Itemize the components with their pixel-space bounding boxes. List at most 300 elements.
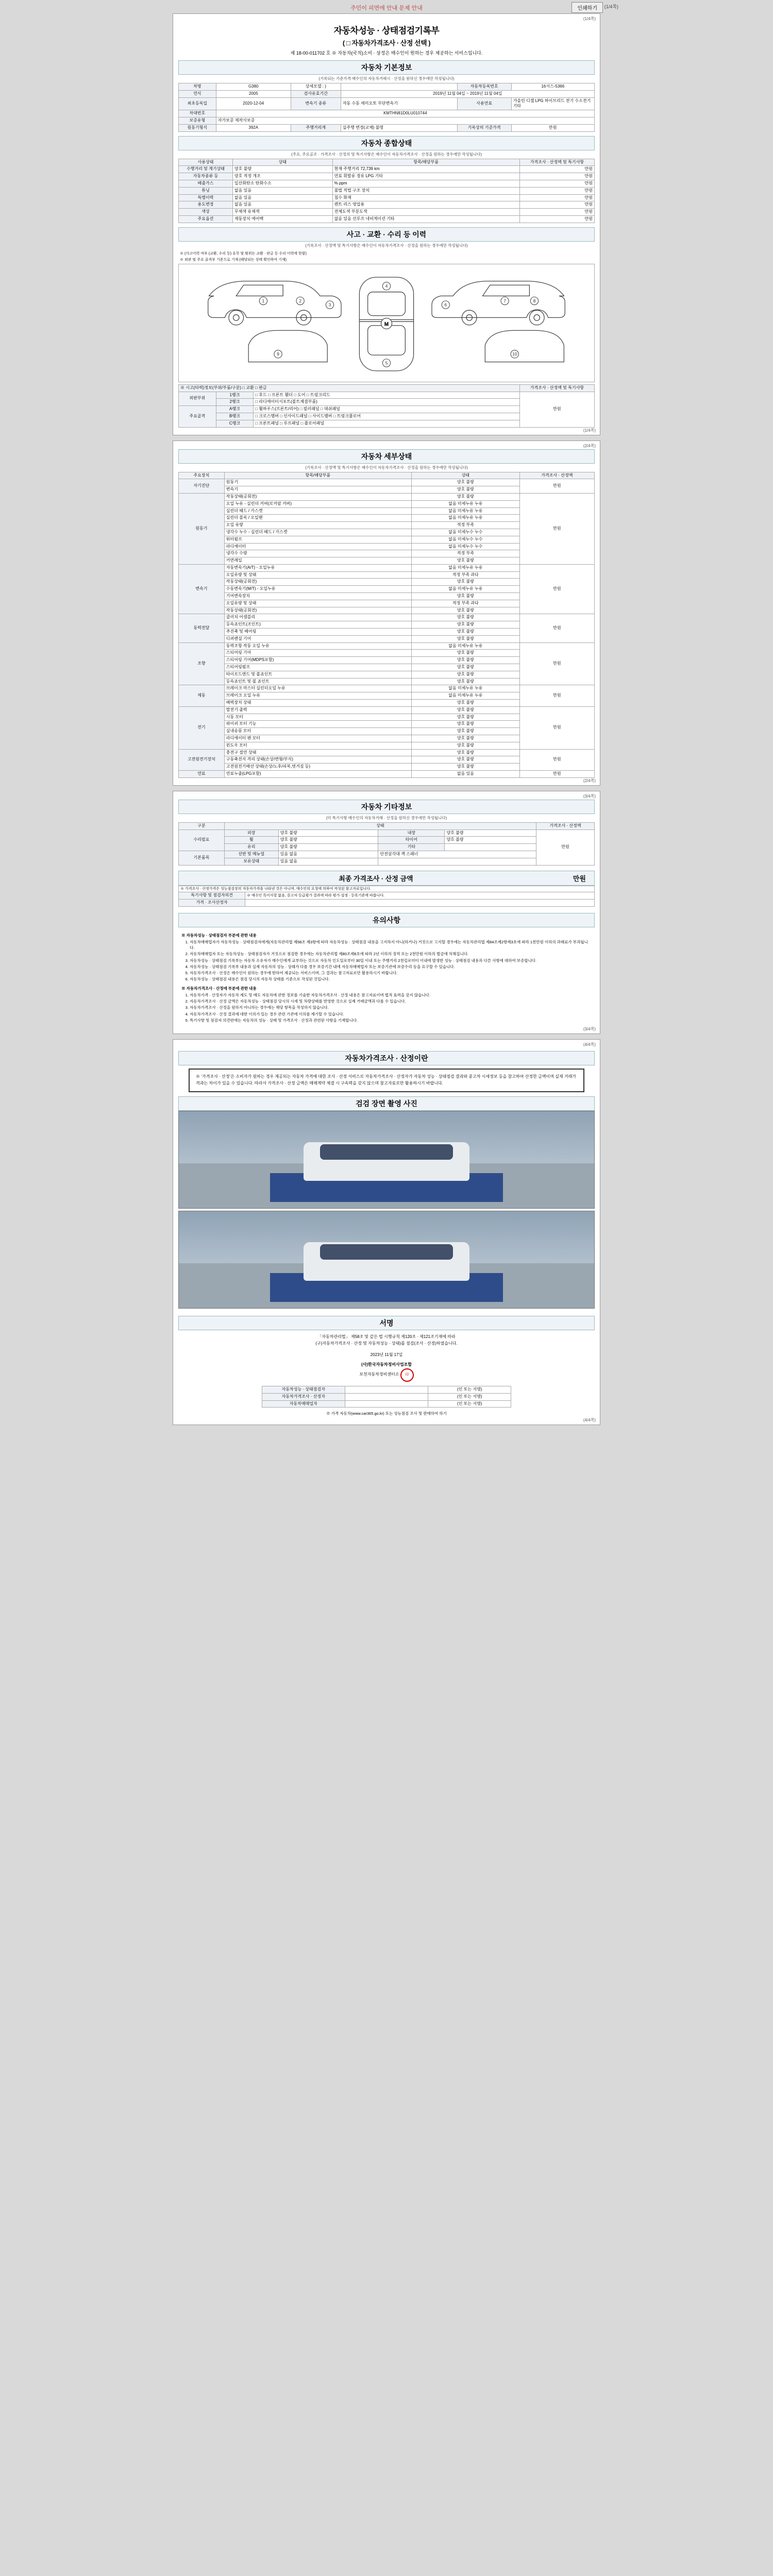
- accident-crosscheck[interactable]: ※ 시고(타력)정보(부위/부품/구분) □ 교환 □ 판금: [179, 384, 520, 392]
- accident-price: 만원: [519, 392, 594, 427]
- detail-price: 만원: [519, 706, 594, 749]
- detail-item: 동력조항 작동 오일 누유: [224, 642, 411, 650]
- section-etc-title: 자동차 기타정보: [178, 800, 595, 814]
- table-row: [262, 1400, 511, 1408]
- table-row: [179, 180, 595, 187]
- sign-footer: ※ 가격 자동차(www.car365.go.kr) 또는 성능점검 조사 및 판매하여 하기: [326, 1411, 447, 1416]
- detail-state[interactable]: 양호 불량: [411, 657, 519, 664]
- accident-price-head: 가격조사 · 산정액 및 특기사항: [519, 384, 594, 392]
- list-item: 1. 자동차가격 · 산정자가 자동차 제도 및 매도 자동차에 관한 정보를 기술한 자동차가격조사 · 산정 내용은 참고자료이며 법적 효력을 갖지 않습니다.: [190, 992, 592, 998]
- section-accident-note: (기록조사 · 산정액 및 특기사항은 매수인이 자동차가격조사 · 산정을 원하는 경우에만 작성됩니다): [305, 243, 468, 248]
- table-row: [179, 851, 595, 858]
- detail-state[interactable]: 양호 불량: [411, 671, 519, 678]
- svg-text:2: 2: [299, 298, 301, 303]
- etc-c: 내장: [378, 829, 445, 837]
- detail-item: 작동상태(공회전): [224, 493, 411, 500]
- table-row: [179, 117, 595, 124]
- detail-state[interactable]: 없음 미세누유 누유: [411, 685, 519, 692]
- detail-state[interactable]: 없음 미세누수 누수: [411, 529, 519, 536]
- detail-state[interactable]: 없음 있음: [411, 771, 519, 778]
- overall-item: 현재 주행거리 72,739 km: [332, 166, 519, 173]
- basic-value2: 2019년 11월 04일 ~ 2019년 11월 04일: [341, 90, 594, 97]
- detail-price: 만원: [519, 479, 594, 494]
- table-head-row: [179, 822, 595, 829]
- basic-label: 차대번호: [179, 110, 216, 117]
- overall-price: 만원: [519, 194, 594, 201]
- final-assessor-value: [245, 899, 595, 906]
- print-button[interactable]: 인쇄하기: [572, 2, 603, 13]
- inspection-photo-2[interactable]: [178, 1211, 595, 1309]
- table-row: [179, 886, 595, 892]
- detail-item: 구동축전지 격리 상태(손상/변형/부식): [224, 756, 411, 764]
- detail-state[interactable]: 적정 부족: [411, 522, 519, 529]
- detail-state[interactable]: 없음 미세누유 누유: [411, 515, 519, 522]
- col-head: 가격조사 · 산정액 및 특기사항: [519, 159, 594, 166]
- table-row: [179, 90, 595, 97]
- detail-item: 브레이크 오일 누유: [224, 692, 411, 700]
- section-detail-title: 자동차 세부상태: [178, 449, 595, 464]
- page-title: [178, 23, 595, 47]
- seal-stamp-icon: 印: [400, 1368, 414, 1382]
- detail-state[interactable]: 양호 불량: [411, 614, 519, 621]
- overall-state[interactable]: 양호 적정 개조: [232, 173, 332, 180]
- final-price-title: [178, 871, 595, 886]
- overall-price: 만원: [519, 173, 594, 180]
- parts-rank: 1랭크: [216, 392, 254, 399]
- detail-state[interactable]: 양호 불량: [411, 557, 519, 565]
- detail-item: 워터펌프: [224, 536, 411, 543]
- detail-item: 오일 누유 - 실린더 커버(로커암 커버): [224, 500, 411, 507]
- basic-label2: 주행거리계: [291, 124, 341, 131]
- detail-item: 라디에이터 팬 모터: [224, 735, 411, 742]
- detail-state[interactable]: 없음 미세누유 누유: [411, 642, 519, 650]
- overall-price: 만원: [519, 215, 594, 223]
- col-head: 사용상태: [179, 159, 233, 166]
- detail-group: 연료: [179, 771, 225, 778]
- section-etc-note: (미 특기사항 매수인의 자동차거래 · 산정을 원하신 경우에만 작성됩니다): [326, 815, 447, 820]
- etc-b[interactable]: 있음 없음: [278, 851, 378, 858]
- detail-state[interactable]: 양호 불량: [411, 756, 519, 764]
- detail-state[interactable]: 없음 미세누유 누유: [411, 500, 519, 507]
- section-sign-title: 서명: [178, 1316, 595, 1330]
- detail-state[interactable]: 양호 불량: [411, 721, 519, 728]
- signature-table: [262, 1386, 512, 1408]
- overall-name: 색상: [179, 209, 233, 216]
- sign-value[interactable]: [345, 1393, 428, 1400]
- parts-items[interactable]: □ 라디에이터서포트(볼트체결부품): [254, 399, 519, 406]
- table-row: [179, 215, 595, 223]
- svg-text:7: 7: [503, 298, 506, 303]
- detail-state[interactable]: 없음 미세누수 누수: [411, 543, 519, 550]
- basic-label2: 상세모델 : ): [291, 83, 341, 91]
- list-item: 5. 특기사항 및 점검자 의견란에는 자동차의 성능 · 상태 및 가격조사 · 산정과 관련된 사항을 기재합니다.: [190, 1018, 592, 1023]
- section-overall-note: (주요, 주요골조 · 가격조사 · 산정의 및 특기사항은 매수인이 자동차가격조사 · 산정을 원하는 경우에만 작성됩니다): [291, 151, 482, 157]
- detail-item: 발전기 출력: [224, 706, 411, 714]
- parts-rank: C랭크: [216, 420, 254, 427]
- section-photos-title: 검검 장면 촬영 사진: [178, 1096, 595, 1111]
- etc-b[interactable]: 양호 불량: [278, 844, 378, 851]
- overall-name: 특별이력: [179, 194, 233, 201]
- parts-items[interactable]: □ 프론트패널 □ 루프패널 □ 플로어패널: [254, 420, 519, 427]
- detail-item: 냉각수 수량: [224, 550, 411, 557]
- detail-group: 전기: [179, 706, 225, 749]
- detail-item: 와이퍼 모터 기능: [224, 721, 411, 728]
- detail-item: 오일유량 및 상태: [224, 571, 411, 579]
- parts-group: 주요골격: [179, 406, 216, 427]
- page-3-number-bottom: (3/4쪽): [583, 1027, 596, 1032]
- final-price-label: 최종 가격조사 · 산정 금액: [339, 874, 413, 883]
- etc-c: 기타: [378, 844, 445, 851]
- basic-price: 만원: [511, 124, 594, 131]
- final-note-value: ※ 매수인 특이사항 없음, 중고차 등급평가 결과에 따라 평가·설정 · 등록기준에 따릅니다.: [245, 892, 595, 900]
- list-item: 3. 자동차성능 · 상태점검 기록부는 자동차 소유자가 매수인에게 교부하는 것으로 자동차 인도일로부터 30일 이내 또는 주행거리 2천킬로미터 이내에 발생한 성능 · 상태점검 내용과 다른 사항에 대하여 보증합니다.: [190, 958, 592, 963]
- detail-item: 실린더 헤드 / 가스켓: [224, 507, 411, 515]
- final-table: [178, 886, 595, 907]
- table-row: [179, 392, 595, 399]
- detail-price: 만원: [519, 771, 594, 778]
- warranty-options[interactable]: 자가보증 제작사보증: [216, 117, 594, 124]
- detail-item: 스티어링펌프: [224, 664, 411, 671]
- detail-item: 변속기: [224, 486, 411, 494]
- notice-heading-1: ※ 자동차성능 · 상태점검자 부분에 관한 내용: [181, 933, 257, 938]
- detail-state[interactable]: 양호 불량: [411, 579, 519, 586]
- overall-state[interactable]: 제동장치 에어백: [232, 215, 332, 223]
- detail-item: 클러치 어셈블리: [224, 614, 411, 621]
- table-row: [179, 384, 595, 392]
- table-row: [179, 124, 595, 131]
- detail-state[interactable]: 양호 불량: [411, 493, 519, 500]
- overall-price: 만원: [519, 187, 594, 194]
- detail-item: 실내송풍 모터: [224, 728, 411, 735]
- detail-state[interactable]: 양호 불량: [411, 735, 519, 742]
- page-4: [173, 1039, 600, 1425]
- etc-table: [178, 822, 595, 866]
- etc-a: 외장: [224, 829, 278, 837]
- final-assessor-label: 가격 · 조사산정자: [179, 899, 245, 906]
- section-notice-title: 유의사항: [178, 913, 595, 927]
- overall-item: % ppm: [332, 180, 519, 187]
- col-head: 상태: [411, 472, 519, 479]
- warn-text: ※ ‘가격조사 · 산정’은 소비자가 원하는 경우 제공되는 자동차 가격에 대한 조사 · 산정 서비스로 자동차가격조사 · 산정자가 자동차 성능 · 상태점검 결과와 중고차 시세정보 등을 참고하여 산정한 금액이며 실제 거래가격과는 차이가 있을 수 있습니다. 따라서 가격조사 · 산정 금액은 매매계약 체결 시 구속력을 갖지 않으며 참고자료로만 활용하시기 바랍니다.: [196, 1074, 577, 1086]
- svg-text:M: M: [384, 321, 389, 327]
- detail-state[interactable]: 양호 불량: [411, 650, 519, 657]
- detail-state[interactable]: 양호 불량: [411, 635, 519, 642]
- accident-parts-table: [178, 384, 595, 428]
- overall-state[interactable]: 양호 불량: [232, 166, 332, 173]
- page-4-number-bottom: (4/4쪽): [583, 1418, 596, 1423]
- etc-a: 유리: [224, 844, 278, 851]
- detail-state[interactable]: 없음 미세누유 누유: [411, 507, 519, 515]
- detail-state[interactable]: 양호 불량: [411, 607, 519, 614]
- overall-name: 수행거리 및 계기상태: [179, 166, 233, 173]
- detail-price: 만원: [519, 685, 594, 706]
- detail-item: 원동기: [224, 479, 411, 486]
- transmission-options[interactable]: 자동 수동 세미오토 무단변속기: [341, 97, 457, 110]
- etc-d[interactable]: [445, 844, 536, 851]
- basic-label3: 기록상의 기준가격: [457, 124, 511, 131]
- table-row: [179, 209, 595, 216]
- inspection-photo-1[interactable]: [178, 1111, 595, 1209]
- final-note-label: 특기사항 및 점검자의견: [179, 892, 245, 900]
- overall-name: 주요옵션: [179, 215, 233, 223]
- overall-item: 침수 화재: [332, 194, 519, 201]
- list-item: 4. 자동차성능 · 상태점검 기록부 내용과 실제 자동차의 성능 · 상태가 다를 경우 보증기간 내에 자동차매매업자 또는 보증기관에 보증수리 등을 요구할 수 있습니다.: [190, 964, 592, 970]
- list-item: 2. 자동차가격조사 · 산정 금액은 자동차성능 · 상태점검 당시의 시세 및 차량상태를 반영한 것으로 실제 거래금액과 다를 수 있습니다.: [190, 998, 592, 1004]
- sign-line-1: 「자동차관리법」 제58조 및 같은 법 시행규칙 제120조 · 제121조기재에 따라: [317, 1334, 456, 1339]
- table-row: [179, 858, 595, 865]
- basic-value: 392A: [216, 124, 291, 131]
- svg-text:6: 6: [444, 302, 447, 308]
- detail-state[interactable]: 양호 불량: [411, 742, 519, 749]
- etc-b[interactable]: 양호 불량: [278, 837, 378, 844]
- detail-item: 타이로드엔드 및 볼죠인트: [224, 671, 411, 678]
- detail-item: 커먼레일: [224, 557, 411, 565]
- basic-label3: 사용연료: [457, 97, 511, 110]
- topbar-notice: 주민이 피면에 안내 문제 안내: [350, 5, 423, 11]
- detail-group: 조향: [179, 642, 225, 685]
- detail-state[interactable]: 양호 불량: [411, 593, 519, 600]
- sign-date: 2023년 11월 17일: [370, 1352, 403, 1357]
- detail-table: [178, 472, 595, 778]
- svg-text:4: 4: [385, 283, 388, 289]
- detail-state[interactable]: 양호 불량: [411, 621, 519, 629]
- basic-label3: 자동차등록번호: [457, 83, 511, 91]
- detail-item: 라디에이터: [224, 543, 411, 550]
- table-row: [179, 899, 595, 906]
- overall-state[interactable]: 무채색 유채색: [232, 209, 332, 216]
- detail-state[interactable]: 없음 미세누유 누유: [411, 586, 519, 593]
- detail-item: 브레이크 마스터 실린더오일 누유: [224, 685, 411, 692]
- etc-b[interactable]: 있음 없음: [278, 858, 378, 865]
- etc-a: 휠: [224, 837, 278, 844]
- sign-value[interactable]: [345, 1400, 428, 1408]
- detail-item: 시동 모터: [224, 714, 411, 721]
- detail-item: 스티어링 기어(MDPS포함): [224, 657, 411, 664]
- detail-item: 작동상태(공회전): [224, 579, 411, 586]
- sign-seal-note: (인 또는 서명): [428, 1386, 511, 1394]
- detail-state[interactable]: 없음 미세누유 누유: [411, 692, 519, 700]
- detail-item: 등속죠인트(조인트): [224, 621, 411, 629]
- detail-item: 연료누출(LPG포함): [224, 771, 411, 778]
- page-3: [173, 791, 600, 1034]
- sign-company: (사)한국자동차정비사업조합: [361, 1362, 412, 1367]
- detail-state[interactable]: 양호 불량: [411, 706, 519, 714]
- etc-c[interactable]: 안전삼각대 잭 스패너: [378, 851, 536, 858]
- list-item: 1. 자동차매매업자가 자동차성능 · 상태점검자에게(자동차관리법 제58조 제3항에 따라 자동차성능 · 상태점검 내용을 고지하지 아니(하거나) 거짓으로 고지할 경우에는 자동차관리법 제84조제2항제3호에 따라 1천만원 이하의 과태료가 부과됩니다.: [190, 939, 592, 951]
- detail-state[interactable]: 양호 불량: [411, 714, 519, 721]
- overall-name: 자동차종류 등: [179, 173, 233, 180]
- etc-b[interactable]: 양호 불량: [278, 829, 378, 837]
- detail-price: 만원: [519, 564, 594, 614]
- table-row: [179, 201, 595, 209]
- parts-items[interactable]: □ 휠하우스(프론트/리어) □ 필러패널 □ 대쉬패널: [254, 406, 519, 413]
- detail-item: 등속죠인트 및 볼 죠인트: [224, 678, 411, 685]
- col-head: 주요장치: [179, 472, 225, 479]
- car-diagram-svg: [181, 266, 592, 380]
- table-row: [179, 771, 595, 778]
- etc-c: 타이어: [378, 837, 445, 844]
- table-row: [179, 493, 595, 500]
- svg-text:5: 5: [385, 360, 388, 366]
- detail-item: 윈도우 모터: [224, 742, 411, 749]
- etc-name: 기본품목: [179, 851, 225, 865]
- detail-state[interactable]: 적정 부족: [411, 550, 519, 557]
- overall-price: 만원: [519, 201, 594, 209]
- basic-value2: [341, 83, 457, 91]
- table-row: [179, 479, 595, 486]
- list-item: 4. 자동차가격조사 · 산정 결과에 대한 이의가 있는 경우 관련 기관에 이의를 제기할 수 있습니다.: [190, 1011, 592, 1017]
- svg-text:8: 8: [533, 298, 536, 303]
- table-row: [262, 1386, 511, 1394]
- table-row: [179, 892, 595, 900]
- table-row: [262, 1393, 511, 1400]
- detail-item: 실린더 블록 / 오일팬: [224, 515, 411, 522]
- overall-price: 만원: [519, 209, 594, 216]
- parts-items[interactable]: □ 크로스멤버 □ 인사이드패널 □ 사이드멤버 □ 트렁크플로어: [254, 413, 519, 420]
- overall-item: 렌트 리스 영업용: [332, 201, 519, 209]
- detail-item: 작동상태(공회전): [224, 607, 411, 614]
- col-head: 가격조사 · 산정액: [536, 822, 594, 829]
- etc-d[interactable]: 양호 불량: [445, 829, 536, 837]
- detail-price: 만원: [519, 749, 594, 770]
- overall-name: 배출가스: [179, 180, 233, 187]
- overall-state[interactable]: 일산화탄소 탄화수소: [232, 180, 332, 187]
- detail-state[interactable]: 양호 불량: [411, 764, 519, 771]
- basic-label: 보증유형: [179, 117, 216, 124]
- parts-items[interactable]: □ 후드 □ 프론트 휀더 □ 도어 □ 트렁크리드: [254, 392, 519, 399]
- page-1-number: (1/4쪽): [583, 16, 596, 21]
- table-row: [179, 706, 595, 714]
- detail-item: 냉각수 누수 - 실린더 헤드 / 가스켓: [224, 529, 411, 536]
- detail-item: 자동변속기(A/T) - 오일누유: [224, 564, 411, 571]
- table-row: [179, 194, 595, 201]
- detail-state[interactable]: 없음 미세누유 누유: [411, 564, 519, 571]
- page-2-number-bottom: (2/4쪽): [583, 778, 596, 783]
- sign-address: [178, 1368, 595, 1382]
- table-row: [179, 642, 595, 650]
- page-2: [173, 440, 600, 786]
- overall-name: 용도변경: [179, 201, 233, 209]
- overall-item: 없음 있음 선루프 네비게이션 기타: [332, 215, 519, 223]
- final-price-amount: 만원: [573, 874, 586, 883]
- list-item: 5. 자동차가격조사 · 산정은 매수인이 원하는 경우에 한하여 제공되는 서비스이며, 그 결과는 참고자료로만 활용하시기 바랍니다.: [190, 970, 592, 976]
- section-accident-title: 사고 · 교환 · 수리 등 이력: [178, 227, 595, 242]
- notice-list-1: [190, 939, 592, 982]
- sign-role: 자동차매매업자: [262, 1400, 345, 1408]
- odometer-options[interactable]: 실주행 변경(교체) 불명: [341, 124, 457, 131]
- overall-price: 만원: [519, 166, 594, 173]
- basic-label: 원동기형식: [179, 124, 216, 131]
- col-head: 항목/해당부품: [332, 159, 519, 166]
- basic-value: G380: [216, 83, 291, 91]
- col-head: 가격조사 · 산정액: [519, 472, 594, 479]
- list-item: 2. 자동차매매업자 또는 자동차성능 · 상태점검자가 거짓으로 점검한 경우에는 자동차관리법 제80조제6호에 따라 2년 이하의 징역 또는 2천만원 이하의 벌금에 처해집니다.: [190, 951, 592, 957]
- etc-c[interactable]: [378, 858, 536, 865]
- table-row: [179, 564, 595, 571]
- detail-state[interactable]: 양호 불량: [411, 629, 519, 636]
- detail-state[interactable]: 양호 불량: [411, 700, 519, 707]
- detail-state[interactable]: 양호 불량: [411, 749, 519, 756]
- table-row: [179, 749, 595, 756]
- detail-state[interactable]: 양호 불량: [411, 678, 519, 685]
- notice-list-2: [190, 992, 592, 1023]
- sign-value[interactable]: [345, 1386, 428, 1394]
- detail-price: 만원: [519, 614, 594, 642]
- detail-state[interactable]: 양호 불량: [411, 479, 519, 486]
- detail-state[interactable]: 없음 미세누수 누수: [411, 536, 519, 543]
- overall-state[interactable]: 없음 있음: [232, 187, 332, 194]
- detail-item: 기어변속장치: [224, 593, 411, 600]
- page-1-number-bottom: (1/4쪽): [583, 428, 596, 433]
- detail-state[interactable]: 적정 부족 과다: [411, 600, 519, 607]
- car-damage-diagram[interactable]: [178, 264, 595, 382]
- notice-heading-2: ※ 자동차가격조사 · 산정에 부분에 관한 내용: [181, 986, 257, 991]
- overall-state[interactable]: 없음 있음: [232, 194, 332, 201]
- detail-item: 배력장치 상태: [224, 700, 411, 707]
- table-row: [179, 614, 595, 621]
- section-detail-note: (기록조사 · 산정액 및 특기사항은 매수인이 자동차가격조사 · 산정을 원하는 경우에만 작성됩니다): [305, 465, 468, 470]
- table-row: [179, 837, 595, 844]
- detail-state[interactable]: 적정 부족 과다: [411, 571, 519, 579]
- page-4-number: (4/4쪽): [583, 1042, 596, 1047]
- basic-label: 차명: [179, 83, 216, 91]
- detail-group: 고전원전기장치: [179, 749, 225, 770]
- detail-state[interactable]: 양호 불량: [411, 486, 519, 494]
- svg-text:10: 10: [512, 351, 517, 357]
- table-row: [179, 844, 595, 851]
- overall-name: 튜닝: [179, 187, 233, 194]
- etc-a: 선반 및 메뉴얼: [224, 851, 278, 858]
- col-head: 항목/해당부품: [224, 472, 411, 479]
- detail-item: 충전구 절연 상태: [224, 749, 411, 756]
- overall-price: 만원: [519, 180, 594, 187]
- fuel-options[interactable]: 가솔린 디젤 LPG 하이브리드 전기 수소전기 기타: [511, 97, 594, 110]
- overall-table: [178, 159, 595, 223]
- parts-rank: B랭크: [216, 413, 254, 420]
- overall-state[interactable]: 없음 있음: [232, 201, 332, 209]
- col-head: 상태: [224, 822, 536, 829]
- detail-state[interactable]: 양호 불량: [411, 728, 519, 735]
- basic-value: 2020-12-04: [216, 97, 291, 110]
- page-3-number: (3/4쪽): [583, 793, 596, 799]
- etc-a: 보유상태: [224, 858, 278, 865]
- basic-value: 2005: [216, 90, 291, 97]
- table-row: [179, 173, 595, 180]
- detail-item: 추진축 및 베어링: [224, 629, 411, 636]
- detail-group: 동력전달: [179, 614, 225, 642]
- table-row: [179, 110, 595, 117]
- sign-body: [178, 1333, 595, 1418]
- basic-label2: 변속기 종류: [291, 97, 341, 110]
- svg-text:3: 3: [328, 302, 331, 308]
- etc-d[interactable]: 양호 불량: [445, 837, 536, 844]
- page-2-number: (2/4쪽): [583, 443, 596, 448]
- notice-body: [178, 927, 595, 1027]
- etc-name: 수리필요: [179, 829, 225, 851]
- list-item: 3. 자동차가격조사 · 산정을 원하지 아니하는 경우에는 해당 항목을 작성하지 않습니다.: [190, 1005, 592, 1010]
- detail-group: 제동: [179, 685, 225, 706]
- detail-state[interactable]: 양호 불량: [411, 664, 519, 671]
- table-row: [179, 166, 595, 173]
- accident-bullet-2: ※ 외판 및 주요 골격부 기준으로 기재 (해당되는 상태 확인하여 기재): [180, 258, 287, 262]
- table-row: [179, 83, 595, 91]
- parts-rank: A랭크: [216, 406, 254, 413]
- sign-role: 자동차가격조사 · 산정자: [262, 1393, 345, 1400]
- table-row: [179, 685, 595, 692]
- table-row: [179, 97, 595, 110]
- col-head: 구분: [179, 822, 225, 829]
- detail-item: 오일 유량: [224, 522, 411, 529]
